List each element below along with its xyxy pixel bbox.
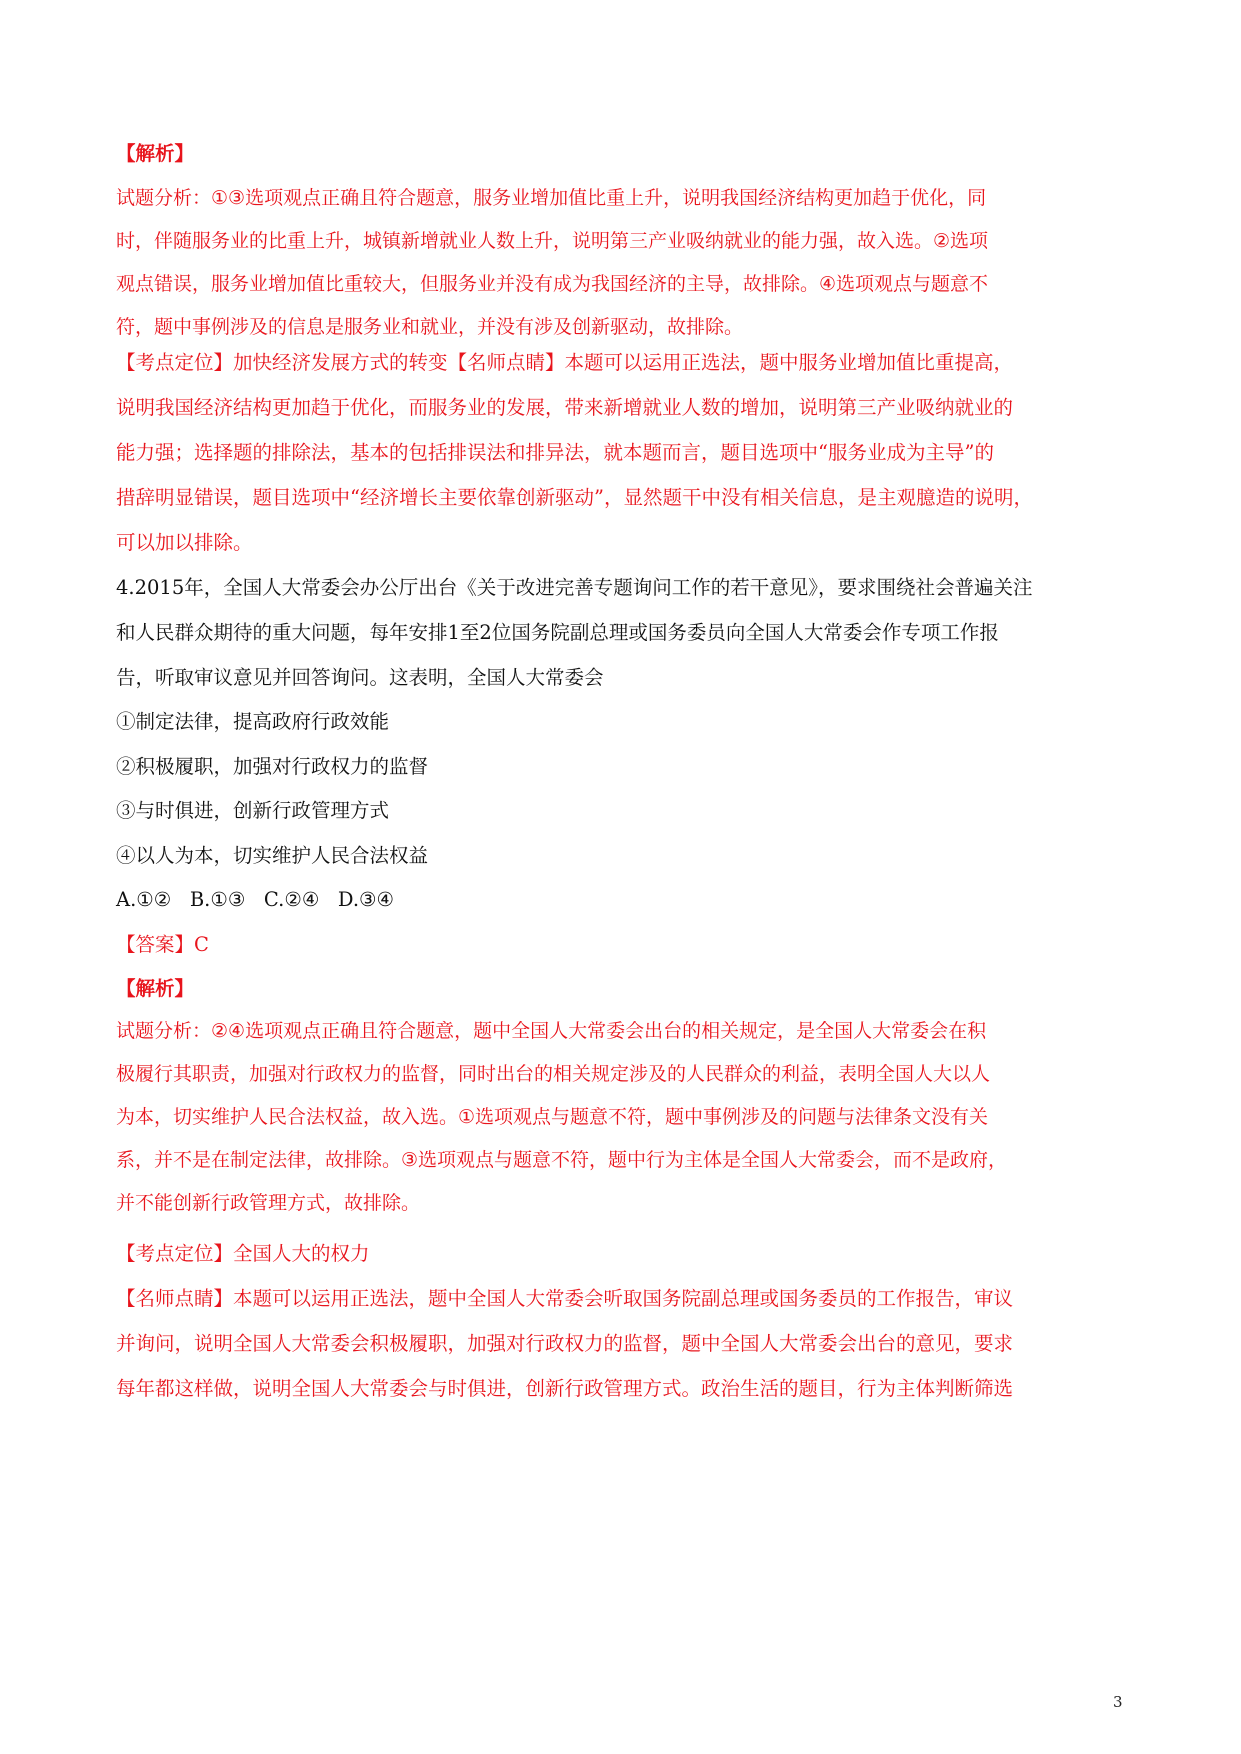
- note-line: 【考点定位】加快经济发展方式的转变【名师点睛】本题可以运用正选法，题中服务业增加值比重提高，: [116, 351, 1014, 374]
- analysis-line: 并不能创新行政管理方式，故排除。: [116, 1192, 421, 1214]
- question-stem-line: 告，听取审议意见并回答询问。这表明，全国人大常委会: [116, 666, 604, 689]
- analysis-line: 极履行其职责，加强对行政权力的监督，同时出台的相关规定涉及的人民群众的利益，表明全国人大以人: [116, 1063, 991, 1085]
- kaodian-line: 【考点定位】全国人大的权力: [116, 1242, 370, 1265]
- question-stem-line: 4.2015年，全国人大常委会办公厅出台《关于改进完善专题询问工作的若干意见》，要求围绕社会普遍关注: [116, 576, 1033, 599]
- note-line: 说明我国经济结构更加趋于优化，而服务业的发展，带来新增就业人数的增加，说明第三产业吸纳就业的: [116, 396, 1014, 419]
- page-number: 3: [1113, 1693, 1123, 1711]
- mingshi-line: 并询问，说明全国人大常委会积极履职，加强对行政权力的监督，题中全国人大常委会出台的意见，要求: [116, 1332, 1014, 1355]
- analysis-line: 时，伴随服务业的比重上升，城镇新增就业人数上升，说明第三产业吸纳就业的能力强，故入选。②选项: [116, 230, 989, 252]
- analysis-header: 【解析】: [116, 142, 195, 165]
- answer: 【答案】C: [116, 933, 209, 956]
- analysis-line: 符，题中事例涉及的信息是服务业和就业，并没有涉及创新驱动，故排除。: [116, 316, 744, 338]
- analysis-line: 观点错误，服务业增加值比重较大，但服务业并没有成为我国经济的主导，故排除。④选项观点与题意不: [116, 273, 989, 295]
- question-option: ①制定法律，提高政府行政效能: [116, 710, 390, 733]
- analysis-line: 系，并不是在制定法律，故排除。③选项观点与题意不符，题中行为主体是全国人大常委会，而不是政府，: [116, 1149, 1008, 1171]
- note-line: 能力强；选择题的排除法，基本的包括排误法和排异法，就本题而言，题目选项中“服务业成为主导”的: [116, 441, 994, 464]
- question-stem-line: 和人民群众期待的重大问题，每年安排1至2位国务院副总理或国务委员向全国人大常委会作专项工作报: [116, 621, 999, 644]
- mingshi-line: 【名师点睛】本题可以运用正选法，题中全国人大常委会听取国务院副总理或国务委员的工作报告，审议: [116, 1287, 1014, 1310]
- answer-choices: A.①② B.①③ C.②④ D.③④: [116, 888, 395, 911]
- analysis-header: 【解析】: [116, 977, 195, 1000]
- analysis-line: 试题分析：②④选项观点正确且符合题意，题中全国人大常委会出台的相关规定，是全国人大常委会在积: [116, 1020, 987, 1042]
- analysis-line: 试题分析：①③选项观点正确且符合题意，服务业增加值比重上升，说明我国经济结构更加趋于优化，同: [116, 187, 987, 209]
- question-option: ③与时俱进，创新行政管理方式: [116, 799, 390, 822]
- note-line: 可以加以排除。: [116, 531, 253, 554]
- mingshi-line: 每年都这样做，说明全国人大常委会与时俱进，创新行政管理方式。政治生活的题目，行为主体判断筛选: [116, 1377, 1014, 1400]
- question-option: ④以人为本，切实维护人民合法权益: [116, 844, 429, 867]
- question-option: ②积极履职，加强对行政权力的监督: [116, 755, 429, 778]
- note-line: 措辞明显错误，题目选项中“经济增长主要依靠创新驱动”，显然题干中没有相关信息，是主观臆造的说明，: [116, 486, 1033, 509]
- analysis-line: 为本，切实维护人民合法权益，故入选。①选项观点与题意不符，题中事例涉及的问题与法律条文没有关: [116, 1106, 989, 1128]
